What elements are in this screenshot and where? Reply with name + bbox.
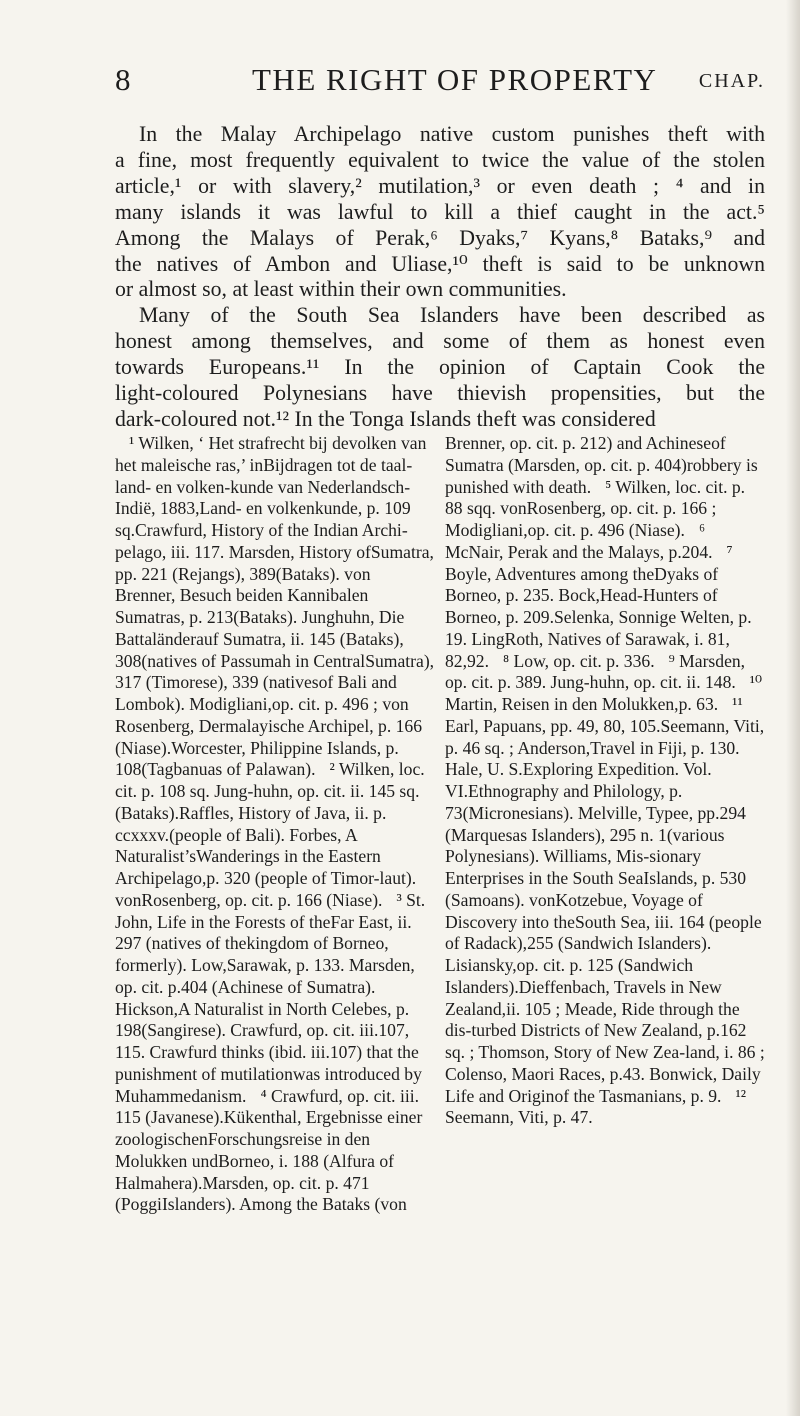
- footnote-line: ⁴ Crawfurd, op. cit. iii. 115 (Javanese).: [115, 1085, 420, 1128]
- footnote-line: (various Polynesians). Williams, Mis-: [445, 824, 725, 867]
- footnote-line: (people of Bali). Forbes, A Naturalist’s: [115, 824, 357, 867]
- footnote-line: kunde van Nederlandsch-Indië, 1883,: [115, 476, 411, 519]
- footnote-line: Kükenthal, Ergebnisse einer zoologischen: [115, 1107, 423, 1149]
- footnotes-right-column: [445, 433, 765, 1129]
- body-line: dark-coloured not.¹² In the Tonga Islands theft was considered: [115, 406, 656, 431]
- footnote-line: den Kannibalen Sumatras, p. 213: [115, 585, 369, 627]
- footnote-line: of the Tasmanians, p. 9.: [554, 1085, 722, 1106]
- footnote-line: Islanders). Among the Bataks (von: [161, 1194, 407, 1215]
- footnote-line: 107, 115. Crawfurd thinks (ibid. iii.: [115, 1020, 410, 1062]
- footnote-line: auf Sumatra, ii. 145 (Bataks), 308: [115, 628, 404, 671]
- footnote-line: op. cit. p. 496 (Niase).: [527, 520, 685, 540]
- footnote-line: ⁵ Wilken, loc. cit. p. 88 sqq. von: [445, 476, 746, 519]
- footnote-line: malayische Archipel, p. 166 (Niase).: [115, 715, 423, 758]
- footnote-line: sionary Enterprises in the South Sea: [445, 846, 702, 888]
- footnote-line: Ethnography and Philology, p. 73: [445, 781, 683, 823]
- footnote-line: Travel in Fiji, p. 130. Hale, U. S.: [445, 737, 740, 780]
- footnote-line: Sarawak, p. 133. Marsden, op. cit. p.: [115, 955, 415, 997]
- body-line: towards Europeans.¹¹ In the opinion of Captain Cook the: [115, 355, 765, 380]
- footnote-line: Crawfurd, History of the Indian Archi-: [135, 520, 408, 540]
- footnote-line: ⁸ Low, op. cit. p. 336.: [503, 650, 655, 671]
- footnote-line: Borneo, i. 188 (Alfura of Halmahera).: [115, 1150, 395, 1193]
- footnote-line: huhn, op. cit. ii. 145 sq. (Bataks).: [115, 781, 420, 823]
- footnote-line: ¹² Seemann, Viti, p. 47.: [445, 1085, 747, 1128]
- page-number: 8: [115, 62, 132, 97]
- footnote-line: Rosenberg, op. cit. p. 166 ; Modigliani,: [445, 498, 717, 540]
- footnote-line: 255 (Sandwich Islanders). Lisiansky,: [445, 933, 712, 975]
- footnote-line: was introduced by Muhammedanism.: [115, 1063, 422, 1106]
- footnote-line: Bijdragen tot de taal- land- en volken-: [115, 454, 413, 497]
- footnote-line: (Sangirese). Crawfurd, op. cit. iii.: [141, 1020, 379, 1041]
- body-line: the natives of Ambon and Uliase,¹⁰ theft is said to be unknown: [115, 251, 765, 276]
- footnote-line: 204.: [681, 541, 713, 562]
- footnote-line: ¹¹ Earl, Papuans, pp. 49, 80, 105.: [445, 694, 743, 736]
- footnote-line: ⁶ McNair, Perak and the Malays, p.: [445, 520, 706, 562]
- footnote-line: (Bataks). von Brenner, Besuch bei: [115, 563, 371, 606]
- footnote-line: pelago, iii. 117. Marsden, History of: [115, 541, 371, 562]
- body-line: In the Malay Archipelago native custom punishes theft with: [139, 122, 765, 146]
- footnote-line: Marsden, op. cit. p. 471 (Poggi: [115, 1172, 370, 1215]
- footnote-line: ⁷ Boyle, Adventures among the: [445, 541, 733, 584]
- footnote-line: robbery is punished with death.: [445, 454, 758, 497]
- body-line: or almost so, at least within their own communities.: [115, 277, 567, 302]
- footnote-line: 92.: [467, 650, 489, 671]
- footnote-line: Rosenberg, op. cit. p. 166 (Niase).: [141, 889, 383, 910]
- body-line: Many of the South Sea Islanders have been described as: [139, 303, 765, 328]
- footnote-line: (Bataks). Junghuhn, Die Battaländer: [115, 607, 405, 649]
- footnote-line: South Sea, iii. 164 (people of Radack),: [445, 911, 762, 954]
- footnote-line: 107) that the punishment of mutilation: [115, 1042, 419, 1084]
- footnote-line: ² Wilken, loc. cit. p. 108 sq. Jung-: [115, 759, 425, 801]
- footnote-line: p. 320 (people of Timor-laut). von: [115, 868, 417, 910]
- footnote-line: Head-Hunters of Borneo, p. 209.: [445, 585, 718, 627]
- footnote-line: Raffles, History of Java, ii. p. ccxxxv.: [115, 802, 387, 845]
- footnote-line: of Bali and Lombok). Modigliani,: [115, 672, 397, 714]
- footnote-line: Land- en volkenkunde, p. 109 sq.: [115, 498, 411, 540]
- footnote-line: (natives of Passumah in Central: [141, 650, 366, 671]
- footnote-line: ³ St. John, Life in the Forests of the: [115, 889, 426, 932]
- footnote-line: Roth, Natives of Sarawak, i. 81, 82,: [445, 628, 730, 671]
- footnote-line: Sumatra), 317 (Timorese), 339 (natives: [115, 650, 435, 693]
- footnote-line: Exploring Expedition. Vol. VI.: [445, 759, 712, 801]
- footnote-line: Brenner, op. cit. p. 212) and Achinese: [445, 433, 712, 453]
- footnote-line: ii. 105 ; Meade, Ride through the dis-: [445, 998, 740, 1041]
- footnote-line: op. cit. p. 496 ; von Rosenberg, Der: [115, 694, 409, 736]
- body-line: a fine, most frequently equivalent to twice the value of the stolen: [115, 147, 765, 172]
- footnote-line: ¹⁰ Martin, Reisen in den Molukken,: [445, 672, 763, 714]
- body-line: article,¹ or with slavery,² mutilation,³ or even death ; ⁴ and in: [115, 173, 765, 198]
- footnotes-left-column: [115, 433, 435, 1216]
- footnote-line: Forschungsreise in den Molukken und: [115, 1129, 371, 1171]
- footnote-line: volken van het maleische ras,’ in: [115, 433, 427, 475]
- footnote-line: (Micronesians). Melville, Typee, pp.: [462, 802, 720, 823]
- footnote-line: Dieffenbach, Travels in New Zealand,: [445, 976, 722, 1019]
- running-header: [115, 62, 765, 102]
- footnote-line: land, i. 86 ; Colenso, Maori Races, p.: [445, 1042, 765, 1084]
- footnote-line: (Tagbanuas of Palawan).: [141, 759, 316, 780]
- footnote-line: A Naturalist in North Celebes, p. 198: [115, 998, 410, 1041]
- footnote-line: 162 sq. ; Thomson, Story of New Zea-: [445, 1020, 747, 1062]
- footnote-line: 43. Bonwick, Daily Life and Origin: [445, 1063, 761, 1106]
- chapter-label: CHAP.: [698, 70, 765, 92]
- body-line: light-coloured Polynesians have thievish propensities, but the: [115, 381, 765, 406]
- running-title: THE RIGHT OF PROPERTY: [252, 62, 658, 97]
- footnote-line: Far East, ii. 297 (natives of the: [115, 911, 412, 954]
- footnote-line: Wanderings in the Eastern Archipelago,: [115, 846, 381, 888]
- footnote-line: ¹ Wilken, ‘ Het strafrecht bij de: [129, 433, 349, 453]
- footnote-line: p. 63.: [678, 694, 719, 714]
- footnote-line: Islands, p. 530 (Samoans). von: [445, 868, 747, 910]
- footnote-line: Kotzebue, Voyage of Discovery into the: [445, 889, 703, 932]
- footnote-line: turbed Districts of New Zealand, p.: [471, 1020, 721, 1041]
- body-line: honest among themselves, and some of them as honest even: [115, 329, 765, 354]
- main-text: [115, 122, 765, 433]
- footnote-line: ⁹ Marsden, op. cit. p. 389. Jung-: [445, 650, 746, 693]
- body-line: Among the Malays of Perak,⁶ Dyaks,⁷ Kyans,⁸ Bataks,⁹ and: [115, 225, 765, 250]
- footnote-line: Seemann, Viti, p. 46 sq. ; Anderson,: [445, 715, 765, 758]
- footnote-line: 404 (Achinese of Sumatra). Hickson,: [115, 976, 376, 1019]
- page-edge-shadow: [786, 0, 800, 1416]
- footnote-line: kingdom of Borneo, formerly). Low,: [115, 933, 389, 975]
- footnote-line: huhn, op. cit. ii. 148.: [589, 672, 736, 693]
- footnote-line: op. cit. p. 125 (Sandwich Islanders).: [445, 955, 694, 997]
- footnote-line: Dyaks of Borneo, p. 235. Bock,: [445, 563, 719, 606]
- body-line: many islands it was lawful to kill a thief caught in the act.⁵: [115, 199, 765, 224]
- footnote-line: 294 (Marquesas Islanders), 295 n. 1: [445, 802, 746, 845]
- footnote-line: of Sumatra (Marsden, op. cit. p. 404): [445, 433, 726, 475]
- footnote-line: Selenka, Sonnige Welten, p. 19. Ling: [445, 607, 752, 649]
- footnote-line: Worcester, Philippine Islands, p. 108: [115, 737, 399, 780]
- footnote-line: Sumatra, pp. 221 (Rejangs), 389: [115, 541, 434, 584]
